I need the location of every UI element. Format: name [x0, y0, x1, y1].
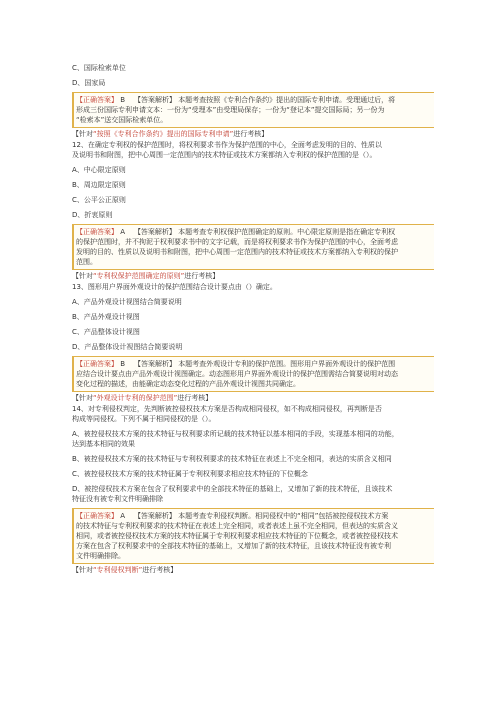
analysis-text: 文件明确排除。	[76, 552, 125, 560]
q14-option-b: B、被控侵权技术方案的技术特征与专利权利要求的技术特征在表述上不完全相同，表达的实质含义相同	[72, 455, 392, 463]
analysis-text: 的保护范围时，并不拘泥于权利要求书中的文字记载，而是将权利要求书作为保护范围的中心，全面考虑	[76, 238, 398, 246]
answer-tag: 【正确答案】	[76, 512, 118, 520]
analysis-text: 本题考查专利侵权判断。相同侵权中的“相同”包括被控侵权技术方案	[178, 512, 389, 520]
q14-question-cont: 构成等同侵权。下列不属于相同侵权的是（）。	[72, 415, 216, 423]
q14-answer-box	[72, 508, 434, 564]
q12-option-d: D、折衷原则	[72, 211, 113, 219]
q14-option-c: C、被控侵权技术方案的技术特征属于专利权利要求相应技术特征的下位概念	[72, 470, 308, 478]
q13-option-d: D、产品整体设计视图结合简要说明	[72, 343, 183, 351]
hint-topic: “专利侵权判断”	[93, 566, 143, 574]
answer-letter: A	[120, 228, 126, 236]
q12-option-b: B、周边限定原则	[72, 181, 126, 189]
analysis-tag: 【答案解析】	[133, 228, 176, 236]
answer-letter: B	[120, 96, 126, 104]
q13-option-c: C、产品整体设计视图	[72, 328, 140, 336]
analysis-text: 本题考查外观设计专利的保护范围。图形用户界面外观设计的保护范围	[178, 360, 396, 368]
analysis-tag: 【答案解析】	[133, 512, 176, 520]
analysis-text: 形成三份国际专利申请文本：一份为“受理本”由受理局保存；一份为“登记本”提交国际局；另一份为	[76, 106, 385, 114]
q12-answer-box	[72, 224, 434, 270]
analysis-text: 变化过程的描述，由能确定动态变化过程的产品外观设计视图共同确定。	[76, 380, 300, 388]
q13-answer-box	[72, 356, 434, 392]
analysis-text: 的技术特征与专利权利要求的技术特征在表述上完全相同，或者表述上虽不完全相同，但表达的实质含义	[76, 522, 398, 530]
analysis-text: 范围。	[76, 258, 97, 266]
q12-option-a: A、中心限定原则	[72, 166, 126, 174]
analysis-text: 本题考查专利权保护范围确定的原则。中心限定原则是指在确定专利权	[178, 228, 396, 236]
q13-question: 13、图形用户界面外观设计的保护范围结合设计要点由（）确定。	[72, 283, 277, 291]
q14-question: 14、对专利侵权判定，先判断被控侵权技术方案是否构成相同侵权，如不构成相同侵权，再判断是否	[72, 405, 382, 413]
q13-option-b: B、产品外观设计视图	[72, 313, 140, 321]
analysis-tag: 【答案解析】	[133, 96, 176, 104]
q11-answer-line	[76, 95, 434, 105]
analysis-text: 本题考查按照《专利合作条约》提出的国际专利申请。受理通过后，将	[178, 96, 396, 104]
analysis-text: “检索本”送交国际检索单位。	[76, 116, 168, 124]
q11-option-c: C、国际检索单位	[72, 64, 126, 72]
q14-option-d-cont: 特征没有被专利文件明确排除	[72, 495, 163, 503]
q12-hint: 【针对“专利权保护范围确定的原则”进行考核】	[72, 272, 220, 280]
q13-option-a: A、产品外观设计视图结合简要说明	[72, 298, 182, 306]
analysis-text: 发明的目的、性质以及说明书和附图，把中心周围一定范围内的技术特征或技术方案都纳入专利权的保护	[76, 248, 398, 256]
analysis-text: 方案在包含了权利要求中的全部技术特征的基础上，又增加了新的技术特征，且该技术特征没有被专利	[76, 542, 391, 550]
hint-topic: “专利权保护范围确定的原则”	[93, 272, 185, 280]
answer-tag: 【正确答案】	[76, 96, 118, 104]
analysis-text: 相同，或者被控侵权技术方案的技术特征属于专利权利要求相应技术特征的下位概念，或者被控侵权技术	[76, 532, 398, 540]
q14-option-d: D、被控侵权技术方案在包含了权利要求中的全部技术特征的基础上，又增加了新的技术特征，且该技术	[72, 485, 393, 493]
content-column	[72, 58, 434, 575]
answer-letter: B	[120, 360, 126, 368]
q11-option-d: D、国家局	[72, 79, 106, 87]
hint-topic: “外观设计专利的保护范围”	[93, 394, 178, 402]
q11-hint: 【针对“按照《专利合作条约》提出的国际专利申请”进行考核】	[72, 130, 269, 138]
q13-hint: 【针对“外观设计专利的保护范围”进行考核】	[72, 394, 213, 402]
q12-question-cont: 及说明书和附图，把中心周围一定范围内的技术特征或技术方案都纳入专利权的保护范围的是（）。	[72, 151, 377, 159]
q12-question: 12、在确定专利权的保护范围时，将权利要求书作为保护范围的中心，全面考虑发明的目的、性质以	[72, 141, 382, 149]
q14-option-a-cont: 达到基本相同的效果	[72, 440, 135, 448]
hint-topic: “按照《专利合作条约》提出的国际专利申请”	[93, 130, 234, 138]
q14-hint: 【针对“专利侵权判断”进行考核】	[72, 566, 178, 574]
answer-tag: 【正确答案】	[76, 360, 118, 368]
answer-tag: 【正确答案】	[76, 228, 118, 236]
q11-answer-box	[72, 92, 434, 128]
q12-option-c: C、公平公正原则	[72, 196, 126, 204]
analysis-text: 应结合设计要点由产品外观设计视图确定。动态图形用户界面外观设计的保护范围需结合简要说明对动态	[76, 370, 398, 378]
answer-letter: A	[120, 512, 126, 520]
analysis-tag: 【答案解析】	[133, 360, 176, 368]
q14-option-a: A、被控侵权技术方案的技术特征与权利要求所记载的技术特征以基本相同的手段，实现基本相同的功能，	[72, 430, 399, 438]
